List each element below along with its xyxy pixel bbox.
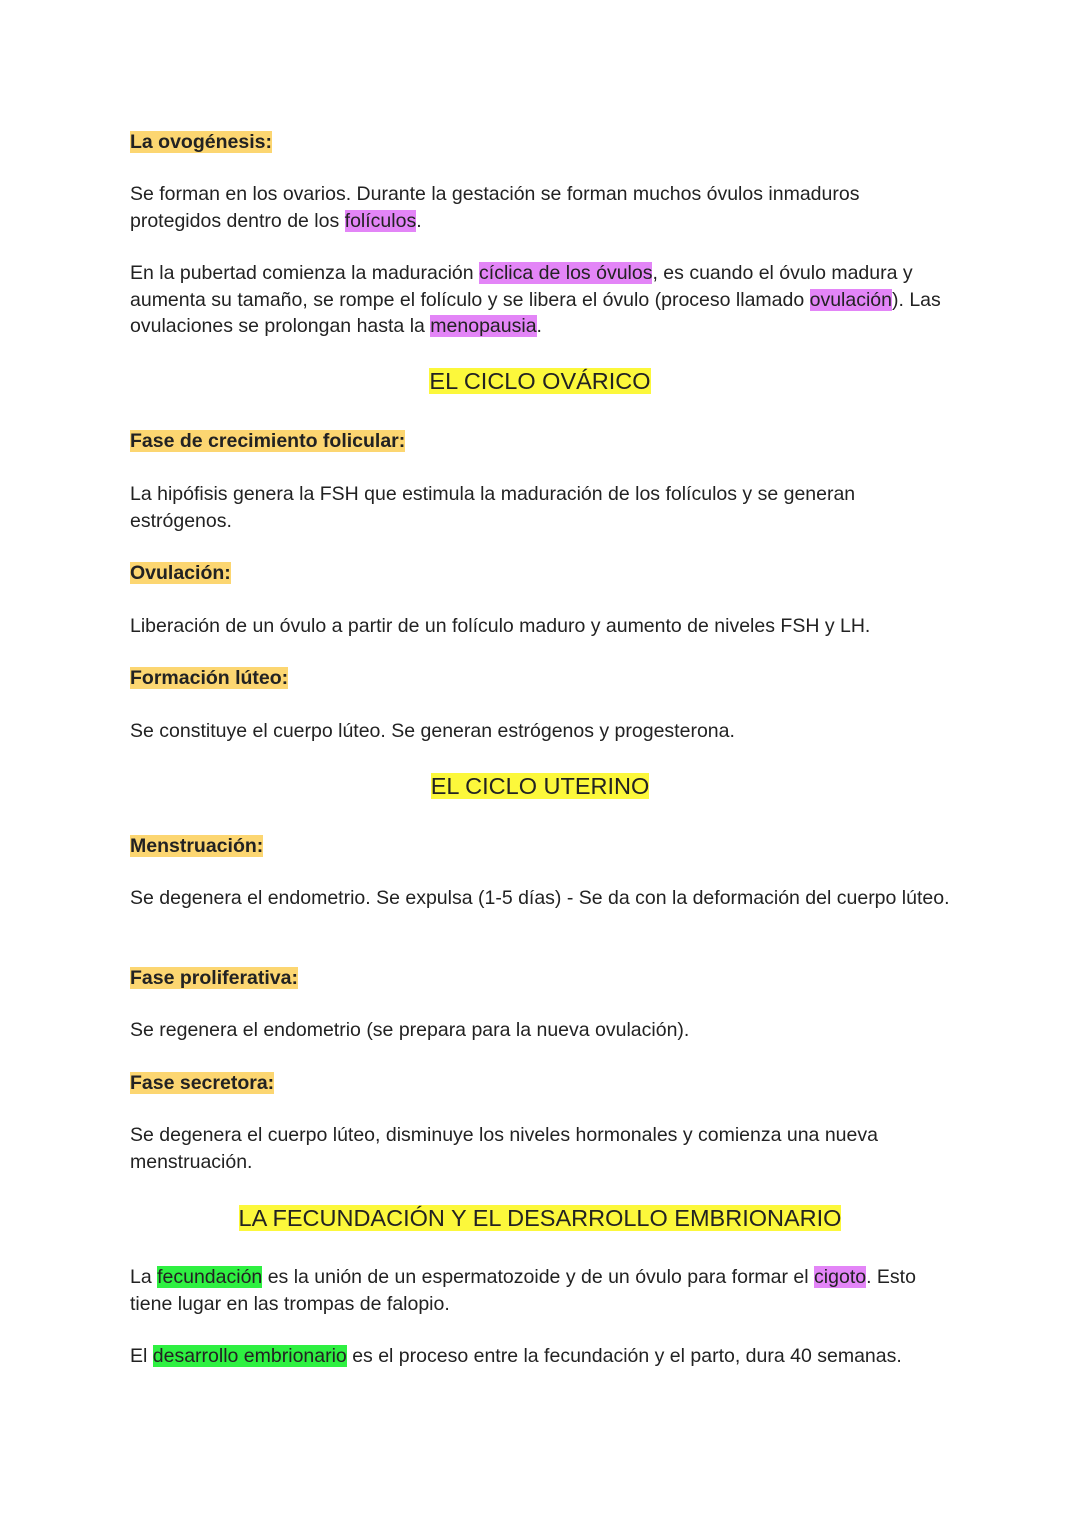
paragraph-fase-crecimiento: La hipófisis genera la FSH que estimula la maduración de los folículos y se generan estrógenos. — [130, 483, 856, 532]
section-title-fecundacion: LA FECUNDACIÓN Y EL DESARROLLO EMBRIONARIO — [238, 1205, 842, 1231]
heading-fase-secretora: Fase secretora: — [130, 1072, 275, 1094]
heading-fase-crecimiento: Fase de crecimiento folicular: — [130, 430, 406, 452]
term-desarrollo-embrionario: desarrollo embrionario — [152, 1345, 347, 1367]
paragraph-ovulacion: Liberación de un óvulo a partir de un folículo maduro y aumento de niveles FSH y LH. — [130, 615, 871, 637]
heading-formacion-luteo: Formación lúteo: — [130, 667, 289, 689]
term-fecundacion: fecundación — [157, 1266, 263, 1288]
paragraph-ovogenesis-2: En la pubertad comienza la maduración cíclica de los óvulos, es cuando el óvulo madura y aumenta su tamaño, se rompe el folículo y se libera el óvulo (proceso llamado ovulación). Las ovulaciones se prolongan hasta la menopausia. — [130, 262, 941, 337]
heading-ovulacion: Ovulación: — [130, 562, 231, 584]
term-ovulacion: ovulación — [809, 288, 892, 311]
term-foliculos: folículos — [344, 209, 417, 232]
paragraph-menstruacion: Se degenera el endometrio. Se expulsa (1-5 días) - Se da con la deformación del cuerpo lúteo. — [130, 887, 950, 909]
paragraph-fecundacion: La fecundación es la unión de un espermatozoide y de un óvulo para formar el cigoto. Esto tiene lugar en las trompas de falopio. — [130, 1266, 916, 1315]
paragraph-fase-secretora: Se degenera el cuerpo lúteo, disminuye los niveles hormonales y comienza una nueva menstruación. — [130, 1124, 878, 1173]
section-title-ciclo-ovarico: EL CICLO OVÁRICO — [429, 368, 651, 394]
term-cigoto: cigoto — [814, 1266, 867, 1288]
paragraph-desarrollo-embrionario: El desarrollo embrionario es el proceso entre la fecundación y el parto, dura 40 semanas. — [130, 1345, 902, 1367]
section-title-ciclo-uterino: EL CICLO UTERINO — [430, 773, 650, 799]
paragraph-formacion-luteo: Se constituye el cuerpo lúteo. Se generan estrógenos y progesterona. — [130, 720, 735, 742]
heading-menstruacion: Menstruación: — [130, 835, 264, 857]
heading-ovogenesis: La ovogénesis: — [130, 131, 272, 153]
paragraph-fase-proliferativa: Se regenera el endometrio (se prepara para la nueva ovulación). — [130, 1019, 690, 1041]
term-ciclica-ovulos: cíclica de los óvulos — [479, 262, 653, 284]
heading-fase-proliferativa: Fase proliferativa: — [130, 967, 298, 989]
term-menopausia: menopausia — [430, 315, 537, 337]
paragraph-ovogenesis-1: Se forman en los ovarios. Durante la gestación se forman muchos óvulos inmaduros protegidos dentro de los folículos. — [130, 183, 860, 232]
